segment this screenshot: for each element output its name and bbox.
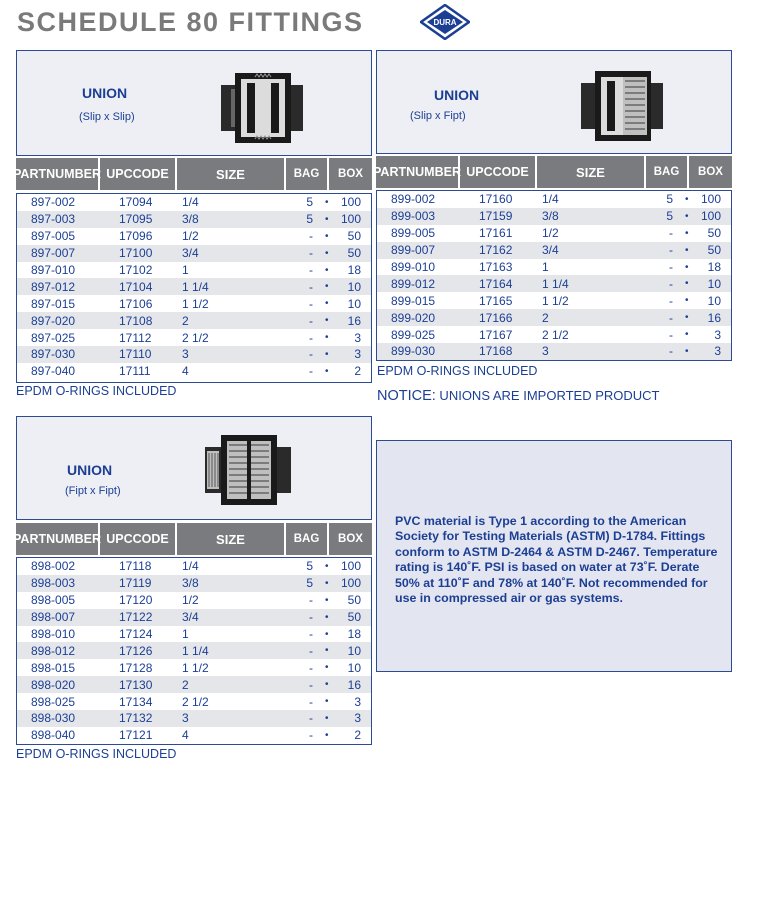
- cell-upc: 17094: [119, 195, 153, 210]
- cell-part: 898-020: [31, 677, 76, 692]
- separator-dot-icon: •: [325, 298, 329, 310]
- cell-upc: 17110: [119, 347, 152, 362]
- cell-box: 18: [347, 263, 361, 277]
- cell-bag: 5: [666, 209, 673, 224]
- cell-size: 3/4: [542, 243, 559, 258]
- cell-part: 897-015: [31, 296, 76, 311]
- cell-bag: -: [669, 310, 673, 325]
- separator-dot-icon: •: [685, 312, 689, 324]
- cell-upc: 17122: [119, 610, 153, 625]
- cell-size: 1 1/2: [542, 293, 569, 308]
- cell-bag: -: [669, 260, 673, 274]
- union-slip-slip-icon: [217, 69, 307, 145]
- separator-dot-icon: •: [685, 193, 689, 205]
- table-row: [377, 242, 731, 259]
- col-upc: UPC CODE: [460, 156, 537, 188]
- cell-part: 899-005: [391, 226, 436, 241]
- cell-upc: 17134: [119, 694, 153, 709]
- table-row: [377, 309, 731, 326]
- cell-upc: 17126: [119, 643, 153, 658]
- cell-size: 3/4: [182, 246, 199, 261]
- cell-bag: -: [309, 593, 313, 608]
- cell-bag: -: [669, 276, 673, 291]
- cell-upc: 17100: [119, 246, 153, 261]
- cell-size: 3: [182, 711, 189, 726]
- separator-dot-icon: •: [325, 611, 329, 623]
- logo-text: DURA: [433, 18, 457, 27]
- cell-upc: 17104: [119, 279, 153, 294]
- cell-upc: 17128: [119, 660, 153, 675]
- separator-dot-icon: •: [685, 329, 689, 341]
- table-row: [17, 592, 371, 609]
- separator-dot-icon: •: [325, 712, 329, 724]
- cell-box: 100: [340, 195, 361, 210]
- cell-size: 1: [182, 627, 189, 641]
- cell-part: 897-010: [31, 263, 76, 277]
- cell-upc: 17120: [119, 593, 153, 608]
- cell-part: 899-020: [391, 310, 436, 325]
- table-row: [17, 609, 371, 626]
- cell-upc: 17160: [479, 192, 513, 207]
- cell-upc: 17106: [119, 296, 153, 311]
- separator-dot-icon: •: [685, 345, 689, 357]
- product-name: UNION: [434, 87, 480, 103]
- cell-upc: 17168: [479, 344, 513, 359]
- product-box: [16, 416, 372, 520]
- separator-dot-icon: •: [325, 213, 329, 225]
- cell-bag: -: [309, 229, 313, 244]
- cell-box: 10: [347, 660, 361, 675]
- table-row: [17, 693, 371, 710]
- cell-bag: -: [669, 344, 673, 359]
- product-connection: (Fipt x Fipt): [65, 485, 121, 497]
- table-row: [17, 194, 371, 211]
- epdm-note: EPDM O-RINGS INCLUDED: [16, 384, 177, 398]
- material-info-text: PVC material is Type 1 according to the American Society for Testing Materials (ASTM) D-1784. Fittings conform to ASTM D-2464 & ASTM D-2467. Temperature rating is 140˚F. PSI is based on water at 73˚F. Derate 50% at 110˚F and 78% at 140˚F. Not recommended for use in compressed air or gas systems.: [395, 514, 718, 606]
- separator-dot-icon: •: [685, 210, 689, 222]
- cell-upc: 17108: [119, 313, 153, 328]
- cell-part: 898-003: [31, 576, 76, 591]
- separator-dot-icon: •: [325, 577, 329, 589]
- cell-upc: 17119: [119, 576, 152, 591]
- cell-bag: -: [309, 694, 313, 709]
- cell-size: 1 1/2: [182, 660, 209, 675]
- table-row: [17, 245, 371, 262]
- union-slip-fipt-icon: [577, 67, 667, 143]
- col-size: SIZE: [177, 523, 286, 555]
- table-header: [13, 523, 372, 555]
- cell-size: 1 1/2: [182, 296, 209, 311]
- cell-size: 3/8: [182, 576, 199, 591]
- cell-upc: 17162: [479, 243, 513, 258]
- col-part: PART NUMBER: [376, 156, 460, 188]
- cell-box: 100: [340, 576, 361, 591]
- separator-dot-icon: •: [325, 365, 329, 377]
- table-row: [17, 346, 371, 363]
- cell-upc: 17121: [119, 728, 153, 743]
- cell-size: 3/8: [542, 209, 559, 224]
- col-part: PART NUMBER: [16, 158, 100, 190]
- separator-dot-icon: •: [325, 645, 329, 657]
- separator-dot-icon: •: [325, 594, 329, 606]
- col-size: SIZE: [177, 158, 286, 190]
- cell-box: 50: [707, 243, 721, 258]
- cell-part: 897-003: [31, 212, 76, 227]
- table-row: [17, 312, 371, 329]
- cell-part: 897-012: [31, 279, 76, 294]
- cell-bag: -: [309, 660, 313, 675]
- cell-size: 3: [182, 347, 189, 362]
- table-row: [17, 262, 371, 279]
- cell-size: 3/4: [182, 610, 199, 625]
- cell-upc: 17112: [119, 330, 152, 345]
- cell-bag: -: [309, 728, 313, 743]
- cell-box: 3: [354, 330, 361, 345]
- cell-part: 897-005: [31, 229, 76, 244]
- cell-upc: 17167: [479, 327, 513, 342]
- cell-size: 2: [182, 313, 189, 328]
- notice-label: NOTICE:: [377, 388, 436, 404]
- product-connection: (Slip x Slip): [79, 111, 135, 123]
- col-bag: BAG: [646, 156, 689, 188]
- cell-box: 10: [347, 279, 361, 294]
- cell-bag: -: [669, 327, 673, 342]
- cell-box: 50: [347, 610, 361, 625]
- cell-part: 898-012: [31, 643, 76, 658]
- separator-dot-icon: •: [685, 295, 689, 307]
- cell-part: 898-040: [31, 728, 76, 743]
- table-row: [377, 208, 731, 225]
- notice-text: UNIONS ARE IMPORTED PRODUCT: [435, 388, 660, 403]
- separator-dot-icon: •: [325, 264, 329, 276]
- cell-part: 899-015: [391, 293, 436, 308]
- cell-size: 4: [182, 364, 189, 379]
- cell-box: 16: [347, 677, 361, 692]
- cell-box: 100: [340, 559, 361, 574]
- table-header: [13, 158, 372, 190]
- cell-box: 100: [700, 192, 721, 207]
- cell-part: 899-030: [391, 344, 436, 359]
- cell-part: 897-040: [31, 364, 76, 379]
- separator-dot-icon: •: [325, 348, 329, 360]
- cell-box: 18: [707, 260, 721, 274]
- table-row: [377, 326, 731, 343]
- cell-box: 3: [714, 327, 721, 342]
- cell-size: 1/4: [182, 195, 199, 210]
- cell-box: 18: [347, 627, 361, 641]
- cell-part: 898-007: [31, 610, 76, 625]
- cell-size: 2 1/2: [182, 330, 209, 345]
- union-fipt-fipt-icon: [203, 431, 293, 507]
- separator-dot-icon: •: [325, 560, 329, 572]
- cell-box: 50: [347, 593, 361, 608]
- cell-bag: 5: [306, 559, 313, 574]
- separator-dot-icon: •: [685, 261, 689, 273]
- col-bag: BAG: [286, 158, 329, 190]
- cell-part: 898-025: [31, 694, 76, 709]
- cell-size: 1/2: [182, 229, 199, 244]
- cell-part: 899-010: [391, 260, 436, 274]
- cell-size: 1/4: [542, 192, 559, 207]
- cell-bag: -: [309, 296, 313, 311]
- cell-size: 3/8: [182, 212, 199, 227]
- cell-box: 2: [354, 728, 361, 743]
- col-box: BOX: [338, 532, 363, 545]
- material-info-box: [376, 440, 732, 672]
- cell-part: 899-003: [391, 209, 436, 224]
- separator-dot-icon: •: [325, 679, 329, 691]
- cell-size: 2 1/2: [182, 694, 209, 709]
- cell-part: 899-012: [391, 276, 436, 291]
- cell-upc: 17166: [479, 310, 513, 325]
- cell-bag: -: [309, 347, 313, 362]
- table-row: [17, 575, 371, 592]
- separator-dot-icon: •: [325, 696, 329, 708]
- col-box: BOX: [338, 167, 363, 180]
- cell-part: 897-025: [31, 330, 76, 345]
- cell-size: 3: [542, 344, 549, 359]
- table-row: [377, 275, 731, 292]
- cell-part: 898-002: [31, 559, 76, 574]
- table-header: [373, 156, 732, 188]
- cell-box: 2: [354, 364, 361, 379]
- table-row: [17, 642, 371, 659]
- cell-size: 1/4: [182, 559, 199, 574]
- cell-part: 898-005: [31, 593, 76, 608]
- table-body: [16, 193, 372, 383]
- col-upc: UPC CODE: [100, 523, 177, 555]
- cell-part: 899-002: [391, 192, 436, 207]
- dura-logo: [420, 4, 470, 40]
- table-row: [17, 228, 371, 245]
- cell-size: 2: [542, 310, 549, 325]
- separator-dot-icon: •: [325, 281, 329, 293]
- product-name: UNION: [82, 85, 128, 101]
- cell-upc: 17132: [119, 711, 153, 726]
- cell-upc: 17111: [119, 364, 151, 379]
- col-part: PART NUMBER: [16, 523, 100, 555]
- cell-part: 899-007: [391, 243, 436, 258]
- cell-bag: -: [309, 263, 313, 277]
- cell-box: 10: [347, 296, 361, 311]
- cell-size: 1: [182, 263, 189, 277]
- table-row: [17, 659, 371, 676]
- cell-size: 1: [542, 260, 549, 274]
- col-size: SIZE: [537, 156, 646, 188]
- separator-dot-icon: •: [325, 628, 329, 640]
- cell-upc: 17095: [119, 212, 153, 227]
- cell-bag: -: [309, 627, 313, 641]
- cell-part: 897-007: [31, 246, 76, 261]
- table-row: [17, 363, 371, 380]
- cell-bag: -: [309, 677, 313, 692]
- table-row: [377, 225, 731, 242]
- cell-box: 50: [347, 229, 361, 244]
- cell-box: 10: [707, 276, 721, 291]
- separator-dot-icon: •: [685, 227, 689, 239]
- table-row: [17, 710, 371, 727]
- cell-upc: 17102: [119, 263, 153, 277]
- table-row: [377, 259, 731, 276]
- page-title: SCHEDULE 80 FITTINGS: [17, 7, 364, 37]
- table-row: [17, 727, 371, 744]
- cell-bag: -: [669, 293, 673, 308]
- table-row: [377, 343, 731, 360]
- cell-part: 897-030: [31, 347, 76, 362]
- cell-box: 16: [707, 310, 721, 325]
- product-box: [376, 50, 732, 154]
- separator-dot-icon: •: [325, 729, 329, 741]
- cell-part: 898-015: [31, 660, 76, 675]
- cell-upc: 17130: [119, 677, 153, 692]
- cell-bag: -: [309, 364, 313, 379]
- cell-box: 3: [354, 694, 361, 709]
- cell-box: 3: [354, 711, 361, 726]
- cell-bag: -: [309, 246, 313, 261]
- cell-bag: -: [309, 330, 313, 345]
- cell-bag: -: [309, 711, 313, 726]
- cell-upc: 17165: [479, 293, 513, 308]
- product-box: [16, 50, 372, 156]
- separator-dot-icon: •: [685, 278, 689, 290]
- col-bag: BAG: [286, 523, 329, 555]
- cell-size: 1 1/4: [182, 643, 209, 658]
- cell-bag: 5: [306, 195, 313, 210]
- cell-size: 1/2: [542, 226, 559, 241]
- cell-box: 50: [347, 246, 361, 261]
- cell-box: 50: [707, 226, 721, 241]
- col-upc: UPC CODE: [100, 158, 177, 190]
- cell-box: 10: [347, 643, 361, 658]
- cell-box: 16: [347, 313, 361, 328]
- table-row: [377, 191, 731, 208]
- cell-size: 2: [182, 677, 189, 692]
- cell-size: 1 1/4: [542, 276, 569, 291]
- cell-part: 899-025: [391, 327, 436, 342]
- table-row: [17, 278, 371, 295]
- cell-size: 4: [182, 728, 189, 743]
- cell-upc: 17163: [479, 260, 513, 274]
- cell-part: 897-002: [31, 195, 76, 210]
- table-row: [17, 676, 371, 693]
- notice: [377, 388, 660, 404]
- cell-bag: -: [309, 643, 313, 658]
- table-row: [377, 292, 731, 309]
- cell-upc: 17164: [479, 276, 513, 291]
- separator-dot-icon: •: [685, 244, 689, 256]
- table-row: [17, 295, 371, 312]
- table-row: [17, 211, 371, 228]
- cell-upc: 17124: [119, 627, 153, 641]
- cell-upc: 17096: [119, 229, 153, 244]
- cell-upc: 17118: [119, 559, 152, 574]
- table-body: [376, 190, 732, 361]
- separator-dot-icon: •: [325, 662, 329, 674]
- separator-dot-icon: •: [325, 332, 329, 344]
- table-body: [16, 557, 372, 745]
- cell-bag: -: [309, 279, 313, 294]
- table-row: [17, 558, 371, 575]
- cell-upc: 17161: [479, 226, 513, 241]
- cell-box: 3: [714, 344, 721, 359]
- separator-dot-icon: •: [325, 230, 329, 242]
- cell-bag: 5: [666, 192, 673, 207]
- cell-size: 1 1/4: [182, 279, 209, 294]
- product-connection: (Slip x Fipt): [410, 110, 466, 122]
- cell-part: 898-010: [31, 627, 76, 641]
- col-box: BOX: [698, 165, 723, 178]
- cell-part: 897-020: [31, 313, 76, 328]
- cell-box: 3: [354, 347, 361, 362]
- cell-size: 2 1/2: [542, 327, 569, 342]
- cell-bag: -: [669, 226, 673, 241]
- cell-upc: 17159: [479, 209, 513, 224]
- cell-bag: -: [309, 610, 313, 625]
- cell-box: 100: [340, 212, 361, 227]
- table-row: [17, 329, 371, 346]
- epdm-note: EPDM O-RINGS INCLUDED: [16, 747, 177, 761]
- separator-dot-icon: •: [325, 247, 329, 259]
- cell-box: 10: [707, 293, 721, 308]
- cell-part: 898-030: [31, 711, 76, 726]
- epdm-note: EPDM O-RINGS INCLUDED: [377, 364, 538, 378]
- cell-bag: -: [669, 243, 673, 258]
- separator-dot-icon: •: [325, 196, 329, 208]
- cell-bag: 5: [306, 576, 313, 591]
- cell-bag: -: [309, 313, 313, 328]
- cell-box: 100: [700, 209, 721, 224]
- separator-dot-icon: •: [325, 315, 329, 327]
- cell-size: 1/2: [182, 593, 199, 608]
- cell-bag: 5: [306, 212, 313, 227]
- product-name: UNION: [67, 462, 113, 478]
- table-row: [17, 626, 371, 643]
